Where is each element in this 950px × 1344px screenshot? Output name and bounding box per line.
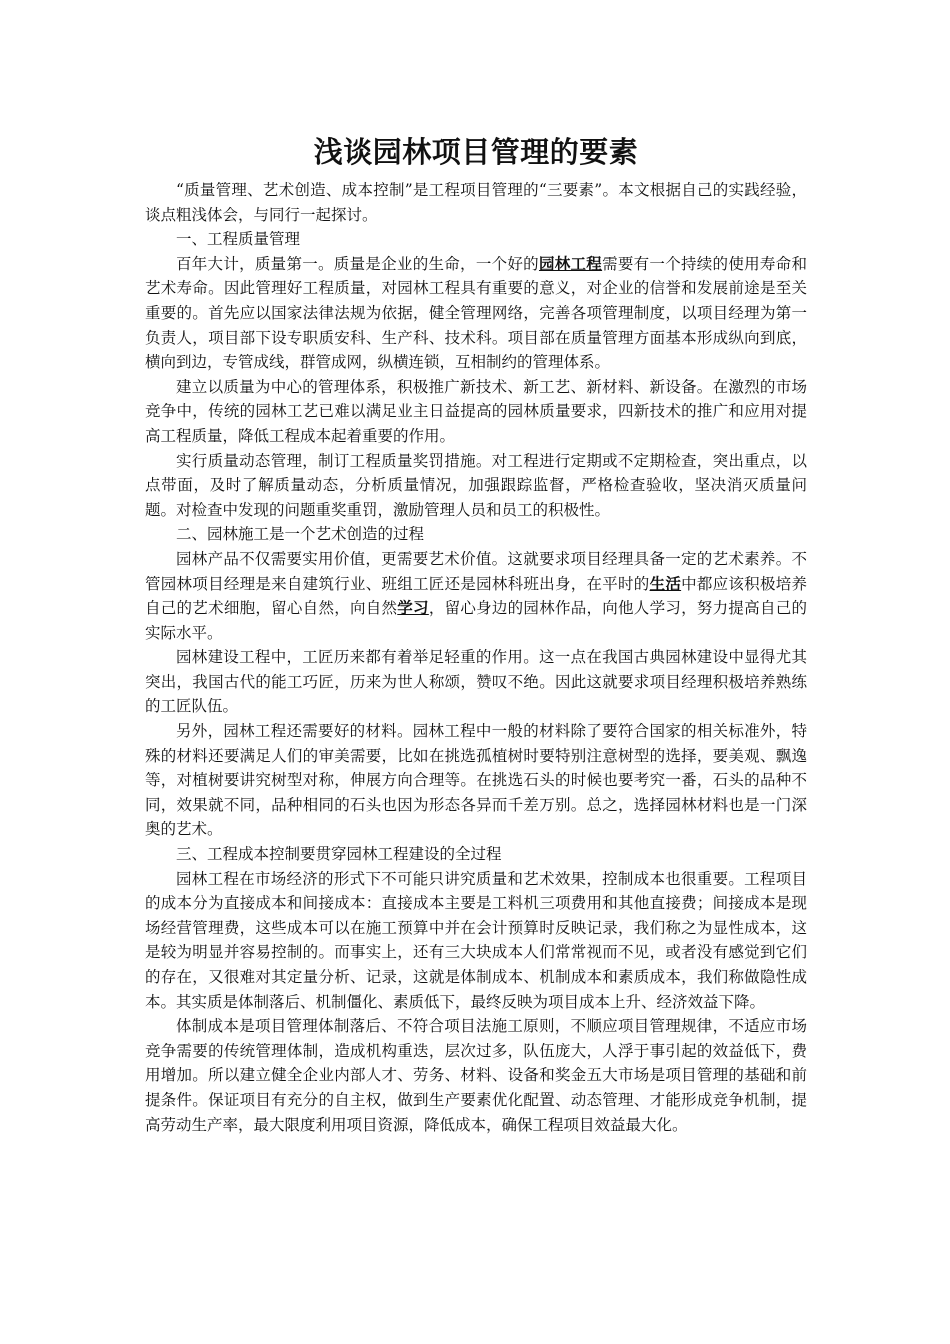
body-paragraph bbox=[145, 547, 807, 645]
keyword-link[interactable]: 学习 bbox=[397, 598, 429, 618]
body-paragraph bbox=[145, 252, 807, 375]
body-paragraph bbox=[145, 178, 807, 227]
paragraph-text: ，留心身边的园林作品，向他人学习，努力提高自己的实际水平。 bbox=[145, 599, 807, 642]
paragraph-text: 另外，园林工程还需要好的材料。园林工程中一般的材料除了要符合国家的相关标准外，特殊的材料还要满足人们的审美需要，比如在挑选孤植树时要特别注意树型的选择，要美观、飘逸等，对植树要讲究树型对称，伸展方向合理等。在挑选石头的时候也要考究一番，石头的品种不同，效果就不同，品种相同的石头也因为形态各异而千差万别。总之，选择园林材料也是一门深奥的艺术。 bbox=[145, 722, 807, 839]
paragraph-text: 园林产品不仅需要实用价值，更需要艺术价值。这就要求项目经理具备一定的艺术素养。不管园林项目经理是来自建筑行业、班组工匠还是园林科班出身，在平时的 bbox=[145, 549, 807, 593]
paragraph-text: 园林工程在市场经济的形式下不可能只讲究质量和艺术效果，控制成本也很重要。工程项目的成本分为直接成本和间接成本：直接成本主要是工料机三项费用和其他直接费；间接成本是现场经营管理费，这些成本可以在施工预算中并在会计预算时反映记录，我们称之为显性成本，这是较为明显并容易控制的。而事实上，还有三大块成本人们常常视而不见，或者没有感觉到它们的存在，又很难对其定量分析、记录，这就是体制成本、机制成本和素质成本，我们称做隐性成本。其实质是体制落后、机制僵化、素质低下，最终反映为项目成本上升、经济效益下降。 bbox=[145, 869, 807, 1011]
body-paragraph bbox=[145, 645, 807, 719]
article-body bbox=[145, 178, 807, 1137]
body-paragraph bbox=[145, 522, 807, 547]
keyword-link[interactable]: 生活 bbox=[649, 573, 682, 593]
body-paragraph bbox=[145, 375, 807, 449]
paragraph-text: 一、工程质量管理 bbox=[176, 230, 301, 249]
paragraph-text: 中都应该积极培养自己的艺术细胞，留心自然，向自然 bbox=[145, 574, 807, 618]
paragraph-text: 园林建设工程中，工匠历来都有着举足轻重的作用。这一点在我国古典园林建设中显得尤其突出，我国古代的能工巧匠，历来为世人称颂，赞叹不绝。因此这就要求项目经理积极培养熟练的工匠队伍。 bbox=[145, 648, 807, 716]
body-paragraph bbox=[145, 867, 807, 1015]
paragraph-text: 需要有一个持续的使用寿命和艺术寿命。因此管理好工程质量，对园林工程具有重要的意义，对企业的信誉和发展前途是至关重要的。首先应以国家法律法规为依据，健全管理网络，完善各项管理制度，以项目经理为第一负责人，项目部下设专职质安科、生产科、技术科。项目部在质量管理方面基本形成纵向到底，横向到边，专管成线，群管成网，纵横连锁，互相制约的管理体系。 bbox=[145, 254, 807, 372]
body-paragraph bbox=[145, 719, 807, 842]
paragraph-text: 三、工程成本控制要贯穿园林工程建设的全过程 bbox=[176, 845, 502, 864]
paragraph-text: 建立以质量为中心的管理体系，积极推广新技术、新工艺、新材料、新设备。在激烈的市场竞争中，传统的园林工艺已难以满足业主日益提高的园林质量要求，四新技术的推广和应用对提高工程质量，降低工程成本起着重要的作用。 bbox=[145, 377, 807, 445]
paragraph-text: 实行质量动态管理，制订工程质量奖罚措施。对工程进行定期或不定期检查，突出重点，以点带面，及时了解质量动态，分析质量情况，加强跟踪监督，严格检查验收，坚决消灭质量问题。对检查中发现的问题重奖重罚，激励管理人员和员工的积极性。 bbox=[145, 451, 807, 519]
paragraph-text: “质量管理、艺术创造、成本控制”是工程项目管理的“三要素”。本文根据自己的实践经验，谈点粗浅体会，与同行一起探讨。 bbox=[145, 181, 807, 224]
page-title: 浅谈园林项目管理的要素 bbox=[313, 135, 639, 169]
body-paragraph bbox=[145, 449, 807, 523]
paragraph-text: 二、园林施工是一个艺术创造的过程 bbox=[176, 525, 425, 544]
body-paragraph bbox=[145, 1014, 807, 1137]
body-paragraph bbox=[145, 227, 807, 252]
keyword-link[interactable]: 园林工程 bbox=[538, 253, 603, 273]
paragraph-text: 百年大计，质量第一。质量是企业的生命，一个好的 bbox=[176, 254, 539, 273]
body-paragraph bbox=[145, 842, 807, 867]
document-page bbox=[145, 132, 807, 1137]
paragraph-text: 体制成本是项目管理体制落后、不符合项目法施工原则，不顺应项目管理规律，不适应市场竞争需要的传统管理体制，造成机构重迭，层次过多，队伍庞大，人浮于事引起的效益低下，费用增加。所以建立健全企业内部人才、劳务、材料、设备和奖金五大市场是项目管理的基础和前提条件。保证项目有充分的自主权，做到生产要素优化配置、动态管理、才能形成竞争机制，提高劳动生产率，最大限度利用项目资源，降低成本，确保工程项目效益最大化。 bbox=[145, 1017, 807, 1134]
